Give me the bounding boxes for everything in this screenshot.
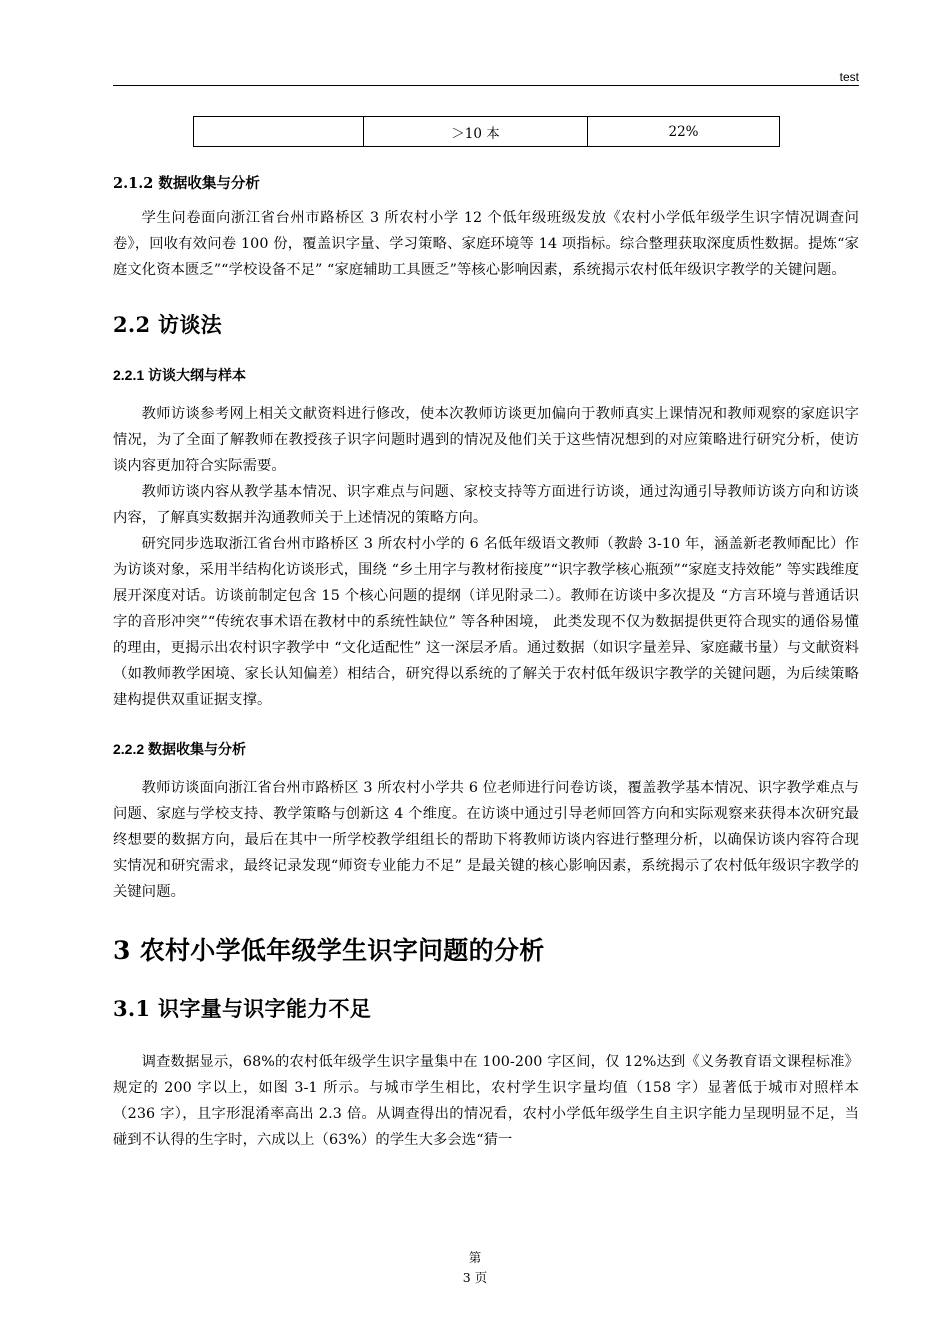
paragraph: 调查数据显示，68%的农村低年级学生识字量集中在 100-200 字区间，仅 12%达到《义务教育语文课程标准》规定的 200 字以上，如图 3-1 所示。与城市学生相比，农村学生识字量均值（158 字）显著低于城市对照样本（236 字），且字形混淆率高出 2.3 倍。从调查得出的情况看，农村小学低年级学生自主识字能力呈现明显不足，当碰到不认得的生字时，六成以上（63%）的学生大多会选“猜一: [113, 1054, 859, 1148]
table-cell: [194, 117, 364, 147]
table-cell: 22%: [588, 117, 780, 147]
page-number-prefix: 第: [468, 1250, 482, 1265]
data-table-fragment: [193, 116, 780, 147]
page-number: 3 页: [462, 1270, 488, 1285]
paragraph: 学生问卷面向浙江省台州市路桥区 3 所农村小学 12 个低年级班级发放《农村小学低年级学生识字情况调查问卷》，回收有效问卷 100 份，覆盖识字量、学习策略、家庭环境等 14 项指标。综合整理获取深度质性数据。提炼“家庭文化资本匮乏”“学校设备不足” “家庭辅助工具匮乏”等核心影响因素，系统揭示农村低年级识字教学的关键问题。: [113, 210, 859, 278]
header-rule: [113, 85, 859, 86]
paragraph: 研究同步选取浙江省台州市路桥区 3 所农村小学的 6 名低年级语文教师（教龄 3-10 年，涵盖新老教师配比）作为访谈对象，采用半结构化访谈形式，围绕 “乡土用字与教材衔接度”“识字教学核心瓶颈”“家庭支持效能” 等实践维度展开深度对话。访谈前制定包含 15 个核心问题的提纲（详见附录二）。教师在访谈中多次提及 “方言环境与普通话识字的音形冲突”“传统农事术语在教材中的系统性缺位” 等各种困境， 此类发现不仅为数据提供更符合现实的通俗易懂的理由，更揭示出农村识字教学中 “文化适配性” 这一深层矛盾。通过数据（如识字量差异、家庭藏书量）与文献资料（如教师教学困境、家长认知偏差）相结合，研究得以系统的了解关于农村低年级识字教学的关键问题，为后续策略建构提供双重证据支撑。: [113, 536, 859, 708]
section-heading-2-1-2: 2.1.2 数据收集与分析: [113, 175, 260, 192]
table-cell: ＞10 本: [364, 117, 588, 147]
section-heading-2-2-1: 2.2.1 访谈大纲与样本: [113, 367, 247, 383]
chapter-heading-3: 3 农村小学低年级学生识字问题的分析: [113, 936, 545, 965]
paragraph: 教师访谈面向浙江省台州市路桥区 3 所农村小学共 6 位老师进行问卷访谈，覆盖教学基本情况、识字教学难点与问题、家庭与学校支持、教学策略与创新这 4 个维度。在访谈中通过引导老师回答方向和实际观察来获得本次研究最终想要的数据方向，最后在其中一所学校教学组组长的帮助下将教师访谈内容进行整理分析，以确保访谈内容符合现实情况和研究需求，最终记录发现“师资专业能力不足” 是最关键的核心影响因素，系统揭示了农村低年级识字教学的关键问题。: [113, 780, 859, 900]
page-header-text: test: [839, 70, 859, 84]
document-body: [113, 172, 859, 1153]
section-heading-2-2-2: 2.2.2 数据收集与分析: [113, 741, 247, 757]
section-heading-3-1: 3.1 识字量与识字能力不足: [113, 996, 372, 1021]
paragraph: 教师访谈内容从教学基本情况、识字难点与问题、家校支持等方面进行访谈，通过沟通引导教师访谈方向和访谈内容，了解真实数据并沟通教师关于上述情况的策略方向。: [113, 484, 859, 526]
section-heading-2-2: 2.2 访谈法: [113, 312, 222, 337]
page-footer: [0, 1248, 950, 1288]
paragraph: 教师访谈参考网上相关文献资料进行修改，使本次教师访谈更加偏向于教师真实上课情况和教师观察的家庭识字情况，为了全面了解教师在教授孩子识字问题时遇到的情况及他们关于这些情况想到的对应策略进行研究分析，使访谈内容更加符合实际需要。: [113, 406, 859, 474]
table-row: [194, 117, 780, 147]
